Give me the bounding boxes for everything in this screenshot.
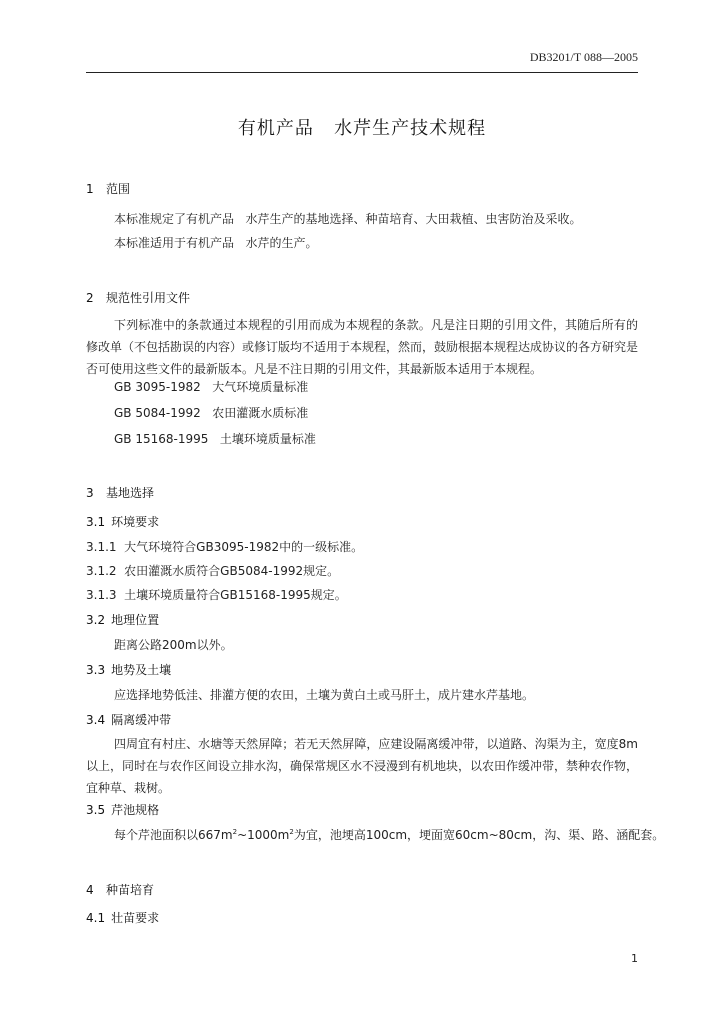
section-title: 芹池规格 xyxy=(111,803,160,817)
section-title: 地势及土壤 xyxy=(111,663,172,677)
section-3-4-text: 四周宜有村庄、水塘等天然屏障；若无天然屏障，应建设隔离缓冲带，以道路、沟渠为主，宽度8m以上，同时在与农作区间设立排水沟，确保常规区水不浸漫到有机地块，以农田作缓冲带，禁种农作物，宜种草、栽树。 xyxy=(86,737,639,795)
section-title: 地理位置 xyxy=(111,613,160,627)
section-3-3-heading xyxy=(86,661,171,678)
section-3-1-heading xyxy=(86,513,159,530)
pond-area-text-b: ~1000m xyxy=(237,828,290,842)
section-title: 种苗培育 xyxy=(106,883,155,897)
reference-item: GB 5084-1992 农田灌溉水质标准 xyxy=(114,406,309,420)
section-4-heading xyxy=(86,881,154,898)
document-title: 有机产品 水芹生产技术规程 xyxy=(237,118,487,139)
section-2-paragraph: 下列标准中的条款通过本规程的引用而成为本规程的条款。凡是注日期的引用文件，其随后所有的修改单（不包括勘误的内容）或修订版均不适用于本规程，然而，鼓励根据本规程达成协议的各方研究是否可使用这些文件的最新版本。凡是不注日期的引用文件，其最新版本适用于本规程。 xyxy=(86,318,639,376)
section-title: 环境要求 xyxy=(111,515,160,529)
section-3-5-text xyxy=(114,826,664,843)
pond-area-text-a: 每个芹池面积以667m xyxy=(114,828,233,842)
section-3-5-heading xyxy=(86,801,159,818)
document-code: DB3201/T 088—2005 xyxy=(529,50,638,64)
section-3-3-text: 应选择地势低洼、排灌方便的农田，土壤为黄白土或马肝土，成片建水芹基地。 xyxy=(114,688,535,702)
section-title: 基地选择 xyxy=(106,486,155,500)
section-number: 3.2 xyxy=(86,613,106,627)
pond-area-text-c: 为宜，池埂高100cm，埂面宽60cm~80cm，沟、渠、路、涵配套。 xyxy=(293,828,665,842)
section-number: 3.5 xyxy=(86,803,106,817)
section-title: 范围 xyxy=(106,182,131,196)
page-number: 1 xyxy=(631,952,638,965)
section-1-paragraph-2: 本标准适用于有机产品 水芹的生产。 xyxy=(114,236,318,250)
section-3-heading xyxy=(86,484,154,501)
clause-3-1-3: 3.1.3 土壤环境质量符合GB15168-1995规定。 xyxy=(86,588,347,602)
clause-3-1-2: 3.1.2 农田灌溉水质符合GB5084-1992规定。 xyxy=(86,564,340,578)
section-3-4-heading xyxy=(86,711,171,728)
section-title: 规范性引用文件 xyxy=(106,291,191,305)
section-number: 2 xyxy=(86,291,94,305)
reference-item: GB 3095-1982 大气环境质量标准 xyxy=(114,380,309,394)
section-number: 4.1 xyxy=(86,911,106,925)
superscript: 2 xyxy=(232,828,238,836)
section-title: 隔离缓冲带 xyxy=(111,713,172,727)
section-4-1-heading xyxy=(86,909,159,926)
section-number: 3.3 xyxy=(86,663,106,677)
section-number: 3.4 xyxy=(86,713,106,727)
section-3-2-heading xyxy=(86,611,159,628)
section-3-2-text: 距离公路200m以外。 xyxy=(114,638,233,652)
section-number: 3 xyxy=(86,486,94,500)
header-rule xyxy=(86,72,638,73)
section-1-heading xyxy=(86,180,130,197)
section-2-heading xyxy=(86,289,190,306)
superscript: 2 xyxy=(289,828,294,836)
clause-3-1-1: 3.1.1 大气环境符合GB3095-1982中的一级标准。 xyxy=(86,540,364,554)
section-number: 1 xyxy=(86,182,94,196)
reference-item: GB 15168-1995 土壤环境质量标准 xyxy=(114,432,316,446)
section-number: 4 xyxy=(86,883,94,897)
section-1-paragraph-1: 本标准规定了有机产品 水芹生产的基地选择、种苗培育、大田栽植、虫害防治及采收。 xyxy=(114,212,582,226)
section-number: 3.1 xyxy=(86,515,106,529)
section-title: 壮苗要求 xyxy=(111,911,160,925)
